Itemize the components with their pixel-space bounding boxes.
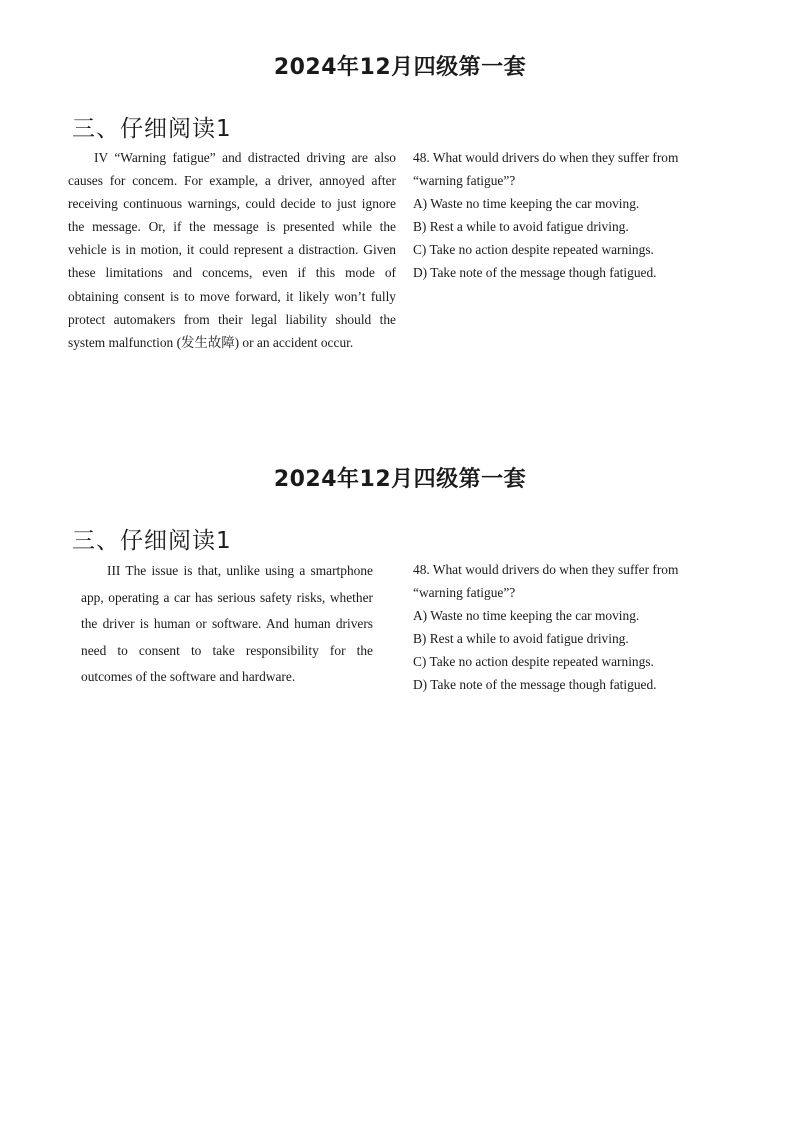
section-heading: 三、仔细阅读1	[72, 528, 232, 554]
question-stem: 48. What would drivers do when they suffer from “warning fatigue”?	[413, 562, 679, 601]
answer-options	[413, 192, 723, 284]
question-block	[413, 146, 723, 285]
option-c: C) Take no action despite repeated warnings.	[413, 242, 654, 258]
option-b: B) Rest a while to avoid fatigue driving.	[413, 631, 629, 647]
option-a: A) Waste no time keeping the car moving.	[413, 196, 640, 212]
option-b: B) Rest a while to avoid fatigue driving.	[413, 219, 629, 235]
option-c: C) Take no action despite repeated warnings.	[413, 654, 654, 670]
slide-title: 2024年12月四级第一套	[273, 467, 527, 492]
reading-passage: III The issue is that, unlike using a smartphone app, operating a car has serious safety risks, whether the driver is human or software. And human drivers need to consent to take responsibility for the outcomes of the software and hardware.	[81, 563, 373, 684]
option-d: D) Take note of the message though fatigued.	[413, 677, 657, 693]
section-heading: 三、仔细阅读1	[72, 116, 232, 142]
option-a: A) Waste no time keeping the car moving.	[413, 608, 640, 624]
slide-title: 2024年12月四级第一套	[273, 55, 527, 80]
option-d: D) Take note of the message though fatigued.	[413, 265, 657, 281]
question-block	[413, 558, 723, 697]
answer-options	[413, 604, 723, 696]
reading-passage: IV “Warning fatigue” and distracted driving are also causes for concem. For example, a driver, annoyed after receiving continuous warnings, could decide to just ignore the message. Or, if the message is presented while the vehicle is in motion, it could represent a distraction. Given these limitations and concems, even if this mode of obtaining consent is to move forward, it likely won’t fully protect automakers from their legal liability should the system malfunction (发生故障) or an accident occur.	[68, 150, 396, 350]
question-stem: 48. What would drivers do when they suffer from “warning fatigue”?	[413, 150, 679, 189]
